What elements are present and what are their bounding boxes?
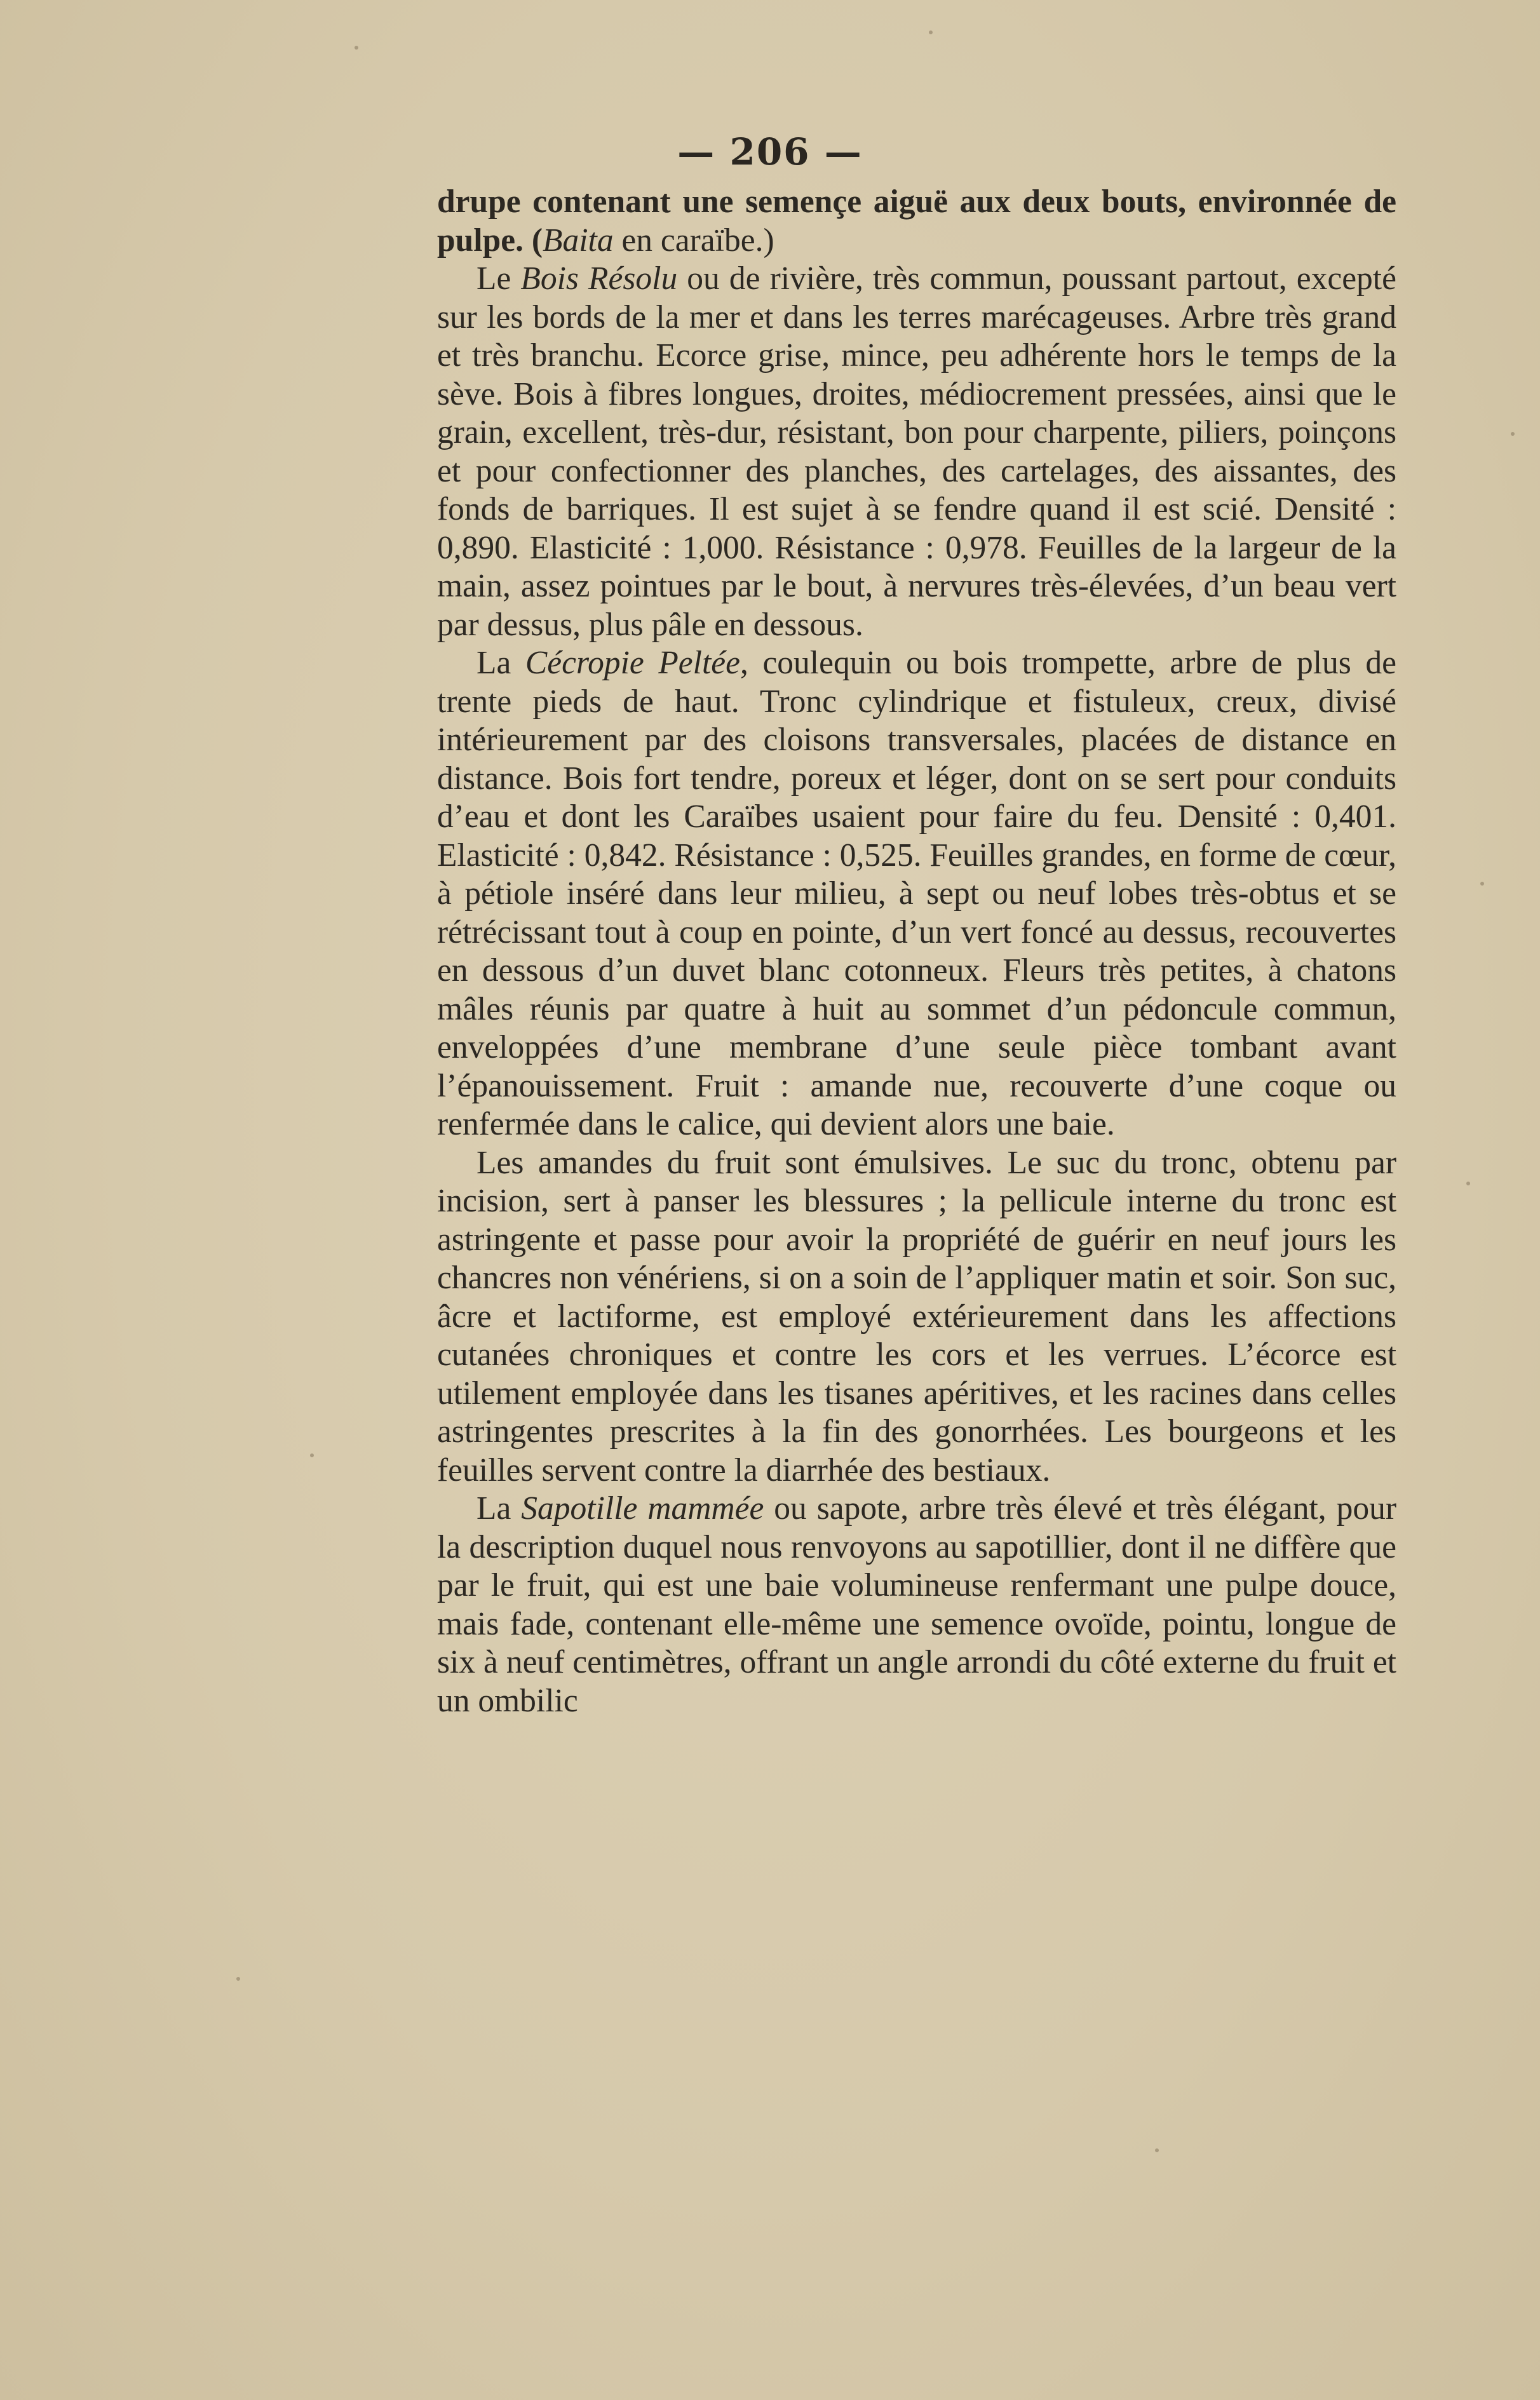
paper-speck [1466,1182,1470,1185]
paper-speck [310,1453,314,1457]
paragraph-text: Les amandes du fruit sont émulsives. Le suc du tronc, obtenu par incision, sert à panser les blessures ; la pellicule interne du tronc est astringente et passe pour avoir la propriété de guérir en neuf jours les chancres non vénériens, si on a soin de l’appliquer matin et soir. Son suc, âcre et lactiforme, est employé extérieurement dans les affections cutanées chroniques et contre les cors et les verrues. L’écorce est utilement employée dans les tisanes apéritives, et les racines dans celles astringentes prescrites à la fin des gonorrhées. Les bourgeons et les feuilles servent contre la diarrhée des bestiaux. [437,1144,1396,1488]
paragraph [437,1144,1396,1490]
paragraph-text: drupe contenant une semençe aiguë aux deux bouts, environnée de pulpe. ( [437,184,1396,259]
paragraph [437,260,1396,644]
paragraph-text: ou de rivière, très commun, poussant partout, excepté sur les bords de la mer et dans les terres marécageuses. Arbre très grand et très branchu. Ecorce grise, mince, peu adhérente hors le temps de la sève. Bois à fibres longues, droites, médiocrement pressées, ainsi que le grain, excellent, très-dur, résistant, bon pour charpente, piliers, poinçons et pour confectionner des planches, des cartelages, des aissantes, des fonds de barriques. Il est sujet à se fendre quand il est scié. Densité : 0,890. Elasticité : 1,000. Résistance : 0,978. Feuilles de la largeur de la main, assez pointues par le bout, à nervures très-élevées, d’un beau vert par dessus, plus pâle en dessous. [437,260,1396,643]
species-name: Sapotille mammée [521,1490,764,1527]
paragraph-text: La [476,1490,522,1527]
paragraph [437,1490,1396,1720]
paragraph-text: ou sapote, arbre très élevé et très élégant, pour la description duquel nous renvoyons au sapotillier, dont il ne diffère que par le fruit, qui est une baie volumineuse renfermant une pulpe douce, mais fade, contenant elle-même une semence ovoïde, pointu, longue de six à neuf centimètres, offrant un angle arrondi du côté externe du fruit et un ombilic [437,1490,1396,1719]
paper-speck [355,46,358,50]
paper-speck [1511,432,1515,436]
paper-speck [1155,2148,1159,2152]
species-name: Baita [543,222,614,259]
species-name: Cécropie Peltée [525,645,740,681]
paragraph-text: La [476,645,525,681]
body-text [437,183,1396,1720]
paragraph-text: , coulequin ou bois trompette, arbre de plus de trente pieds de haut. Tronc cylindrique et fistuleux, creux, divisé intérieurement par des cloisons transversales, placées de distance en distance. Bois fort tendre, poreux et léger, dont on se sert pour conduits d’eau et dont les Caraïbes usaient pour faire du feu. Densité : 0,401. Elasticité : 0,842. Résistance : 0,525. Feuilles grandes, en forme de cœur, à pétiole inséré dans leur milieu, à sept ou neuf lobes très-obtus et se rétrécissant tout à coup en pointe, d’un vert foncé au dessus, recouvertes en dessous d’un duvet blanc cotonneux. Fleurs très petites, à chatons mâles réunis par quatre à huit au sommet d’un pédoncule commun, enveloppées d’une membrane d’une seule pièce tombant avant l’épanouissement. Fruit : amande nue, recouverte d’une coque ou renfermée dans le calice, qui devient alors une baie. [437,645,1396,1142]
paragraph-text: en caraïbe.) [613,222,774,259]
species-name: Bois Résolu [520,260,678,297]
page-number: — 206 — [677,130,863,173]
paragraph-text: Le [476,260,521,297]
paper-speck [1480,882,1484,886]
paragraph [437,183,1396,260]
paper-speck [236,1977,240,1981]
paragraph [437,644,1396,1144]
paper-speck [929,30,933,34]
